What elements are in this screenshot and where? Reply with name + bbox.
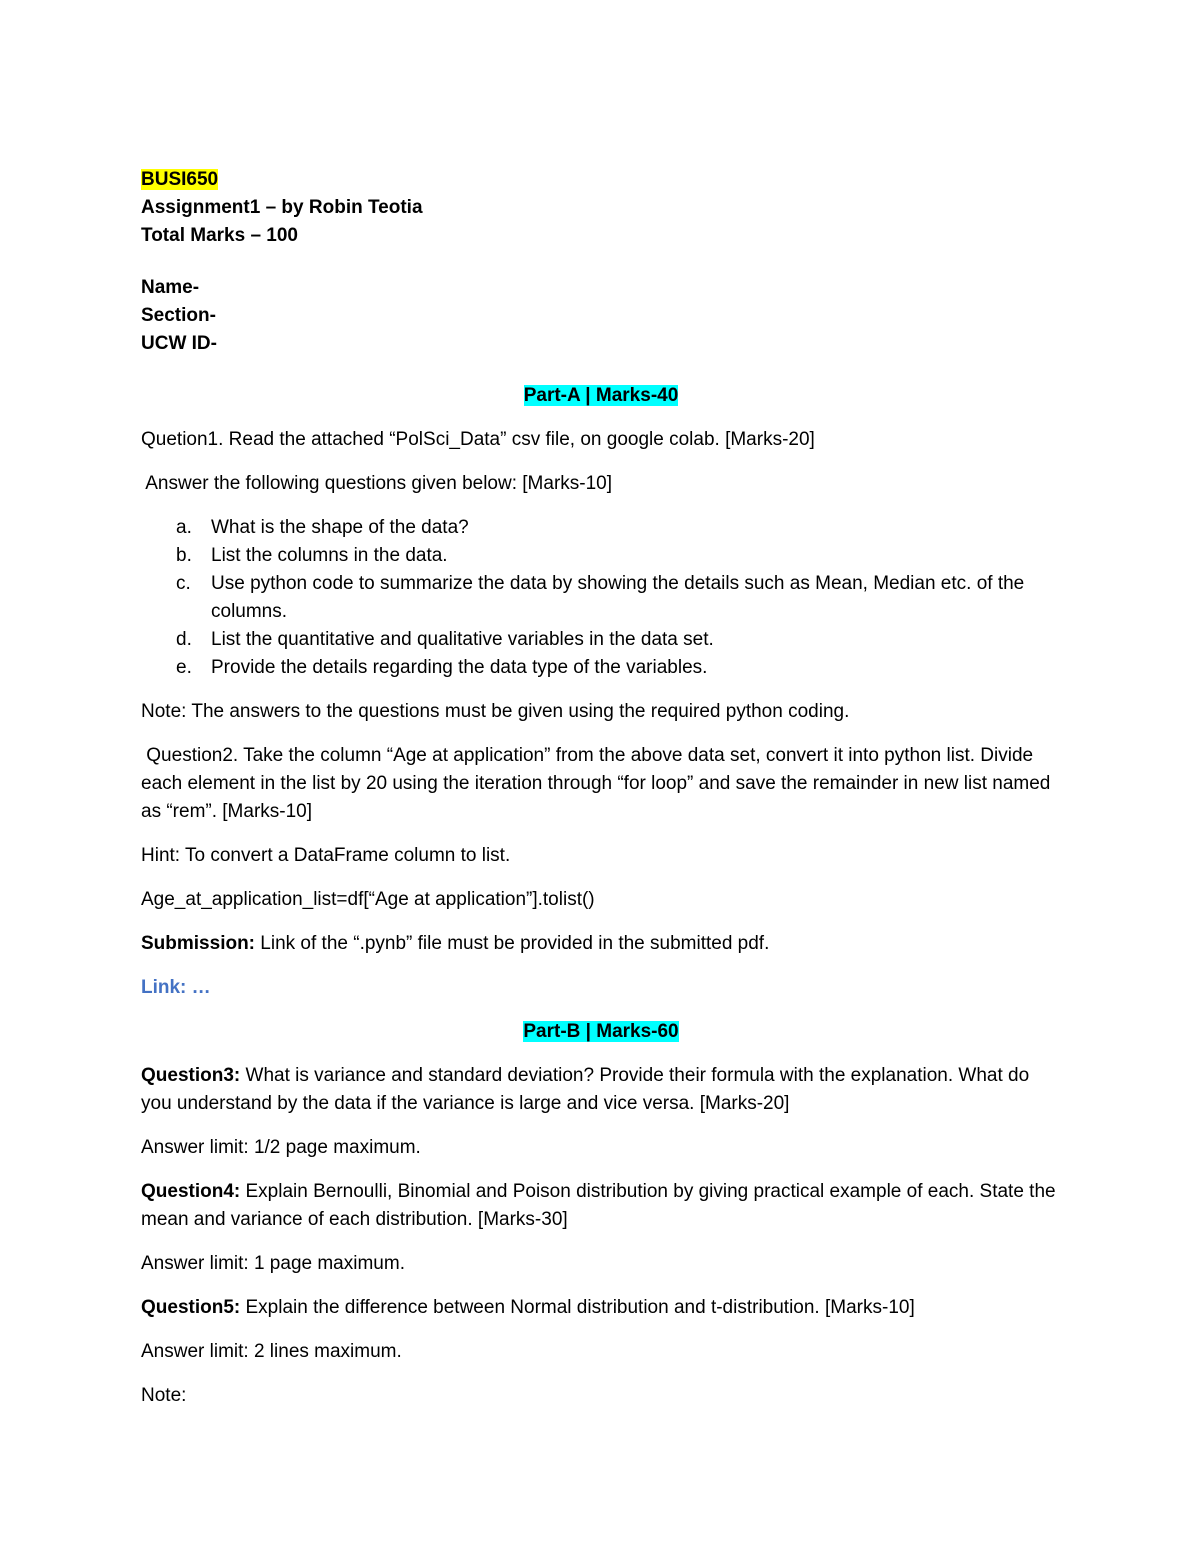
part-a-note: Note: The answers to the questions must be given using the required python coding. — [141, 701, 850, 722]
question-1-subprompt: Answer the following questions given below: [Marks-10] — [141, 473, 613, 494]
total-marks: Total Marks – 100 — [141, 225, 299, 246]
list-item — [141, 514, 1061, 542]
question-4-text: Explain Bernoulli, Binomial and Poison distribution by giving practical example of each. State the mean and variance of each distribution. [Marks-30] — [141, 1181, 1056, 1230]
part-a-heading: Part-A | Marks-40 — [523, 385, 679, 406]
question-5 — [141, 1294, 1061, 1322]
list-item-label: b. — [176, 545, 192, 566]
question-3-text: What is variance and standard deviation? Provide their formula with the explanation. What do you understand by the data if the variance is large and vice versa. [Marks-20] — [141, 1065, 1030, 1114]
course-code: BUSI650 — [141, 169, 219, 190]
list-item — [141, 542, 1061, 570]
section-field-label: Section- — [141, 305, 216, 326]
list-item-label: a. — [176, 517, 192, 538]
list-item-label: d. — [176, 629, 192, 650]
final-note: Note: — [141, 1385, 187, 1406]
submission-text: Link of the “.pynb” file must be provided in the submitted pdf. — [255, 933, 770, 954]
question-1: Quetion1. Read the attached “PolSci_Data” csv file, on google colab. [Marks-20] — [141, 429, 815, 450]
list-item-text: Provide the details regarding the data type of the variables. — [211, 657, 708, 678]
list-item-text: Use python code to summarize the data by showing the details such as Mean, Median etc. of the columns. — [211, 573, 1025, 622]
submission-link[interactable]: Link: … — [141, 977, 211, 998]
list-item — [141, 654, 1061, 682]
part-a-heading-row — [141, 382, 1061, 410]
question-3-label: Question3: — [141, 1065, 241, 1086]
question-5-limit: Answer limit: 2 lines maximum. — [141, 1341, 402, 1362]
question-2: Question2. Take the column “Age at application” from the above data set, convert it into python list. Divide each element in the list by 20 using the iteration through “for loop” and save the remainder in new list named as “rem”. [Marks-10] — [141, 745, 1056, 822]
document-body — [141, 166, 1061, 1410]
question-4 — [141, 1178, 1061, 1234]
assignment-title: Assignment1 – by Robin Teotia — [141, 197, 423, 218]
list-item-label: c. — [176, 573, 191, 594]
question-3-limit: Answer limit: 1/2 page maximum. — [141, 1137, 421, 1158]
question-3 — [141, 1062, 1061, 1118]
question-2-hint: Hint: To convert a DataFrame column to list. — [141, 845, 511, 866]
header-block — [141, 166, 1061, 194]
submission-instruction — [141, 930, 1061, 958]
list-item — [141, 570, 1061, 626]
code-snippet: Age_at_application_list=df[“Age at application”].tolist() — [141, 889, 595, 910]
question-5-label: Question5: — [141, 1297, 241, 1318]
question-5-text: Explain the difference between Normal distribution and t-distribution. [Marks-10] — [240, 1297, 915, 1318]
question-4-limit: Answer limit: 1 page maximum. — [141, 1253, 405, 1274]
list-item — [141, 626, 1061, 654]
question-4-label: Question4: — [141, 1181, 241, 1202]
submission-label: Submission: — [141, 933, 256, 954]
question-1-items — [141, 514, 1061, 682]
name-field-label: Name- — [141, 277, 200, 298]
list-item-label: e. — [176, 657, 192, 678]
list-item-text: List the quantitative and qualitative variables in the data set. — [211, 629, 714, 650]
part-b-heading-row — [141, 1018, 1061, 1046]
list-item-text: What is the shape of the data? — [211, 517, 469, 538]
ucw-id-field-label: UCW ID- — [141, 333, 217, 354]
list-item-text: List the columns in the data. — [211, 545, 448, 566]
part-b-heading: Part-B | Marks-60 — [523, 1021, 679, 1042]
